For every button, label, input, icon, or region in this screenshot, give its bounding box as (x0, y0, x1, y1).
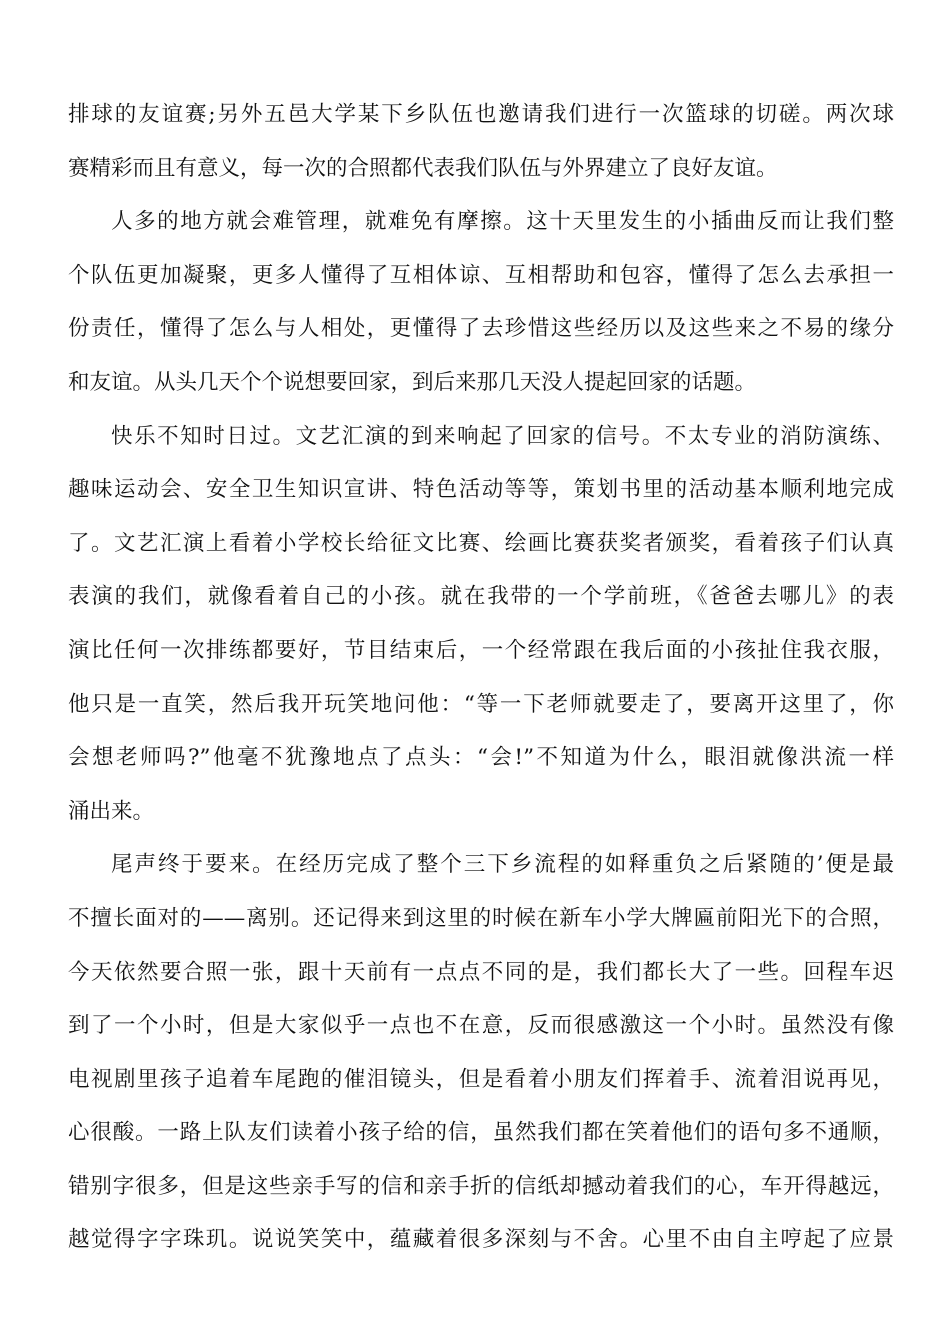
body-text (68, 88, 894, 1267)
text-line: 越觉得字字珠玑。说说笑笑中，蕴藏着很多深刻与不舍。心里不由自主哼起了应景 (68, 1227, 894, 1253)
text-line: 演比任何一次排练都要好，节目结束后，一个经常跟在我后面的小孩扯住我衣服， (68, 637, 894, 663)
text-line: 排球的友谊赛;另外五邑大学某下乡队伍也邀请我们进行一次篮球的切磋。两次球 (68, 102, 894, 127)
text-line: 到了一个小时，但是大家似乎一点也不在意，反而很感激这一个小时。虽然没有像 (68, 1013, 894, 1039)
text-line: 涌出来。 (68, 798, 155, 824)
text-line: 了。文艺汇演上看着小学校长给征文比赛、绘画比赛获奖者颁奖，看着孩子们认真 (68, 530, 894, 556)
text-line: 电视剧里孩子追着车尾跑的催泪镜头，但是看着小朋友们挥着手、流着泪说再见， (68, 1066, 894, 1092)
text-line: 他只是一直笑，然后我开玩笑地问他：“等一下老师就要走了，要离开这里了，你 (68, 691, 894, 717)
text-line: 个队伍更加凝聚，更多人懂得了互相体谅、互相帮助和包容，懂得了怎么去承担一 (68, 262, 894, 288)
text-line: 今天依然要合照一张，跟十天前有一点点不同的是，我们都长大了一些。回程车迟 (68, 959, 894, 985)
text-line: 心很酸。一路上队友们读着小孩子给的信，虽然我们都在笑着他们的语句多不通顺， (68, 1120, 894, 1146)
paragraph-first-line: 人多的地方就会难管理，就难免有摩擦。这十天里发生的小插曲反而让我们整 (111, 209, 894, 235)
paragraph-first-line: 快乐不知时日过。文艺汇演的到来响起了回家的信号。不太专业的消防演练、 (111, 423, 894, 449)
text-line: 表演的我们，就像看着自己的小孩。就在我带的一个学前班，《爸爸去哪儿》的表 (68, 584, 894, 610)
text-line: 趣味运动会、安全卫生知识宣讲、特色活动等等，策划书里的活动基本顺利地完成 (68, 477, 894, 503)
text-line: 和友谊。从头几天个个说想要回家，到后来那几天没人提起回家的话题。 (68, 369, 757, 395)
text-line: 不擅长面对的——离别。还记得来到这里的时候在新车小学大牌匾前阳光下的合照， (68, 905, 894, 931)
paragraph-first-line: 尾声终于要来。在经历完成了整个三下乡流程的如释重负之后紧随的’便是最 (111, 852, 894, 878)
text-line: 份责任，懂得了怎么与人相处，更懂得了去珍惜这些经历以及这些来之不易的缘分 (68, 316, 894, 342)
text-line: 错别字很多，但是这些亲手写的信和亲手折的信纸却撼动着我们的心，车开得越远， (68, 1173, 894, 1199)
text-line: 赛精彩而且有意义，每一次的合照都代表我们队伍与外界建立了良好友谊。 (68, 155, 778, 181)
text-line: 会想老师吗?”他毫不犹豫地点了点头：“会!”不知道为什么，眼泪就像洪流一样 (68, 745, 894, 771)
